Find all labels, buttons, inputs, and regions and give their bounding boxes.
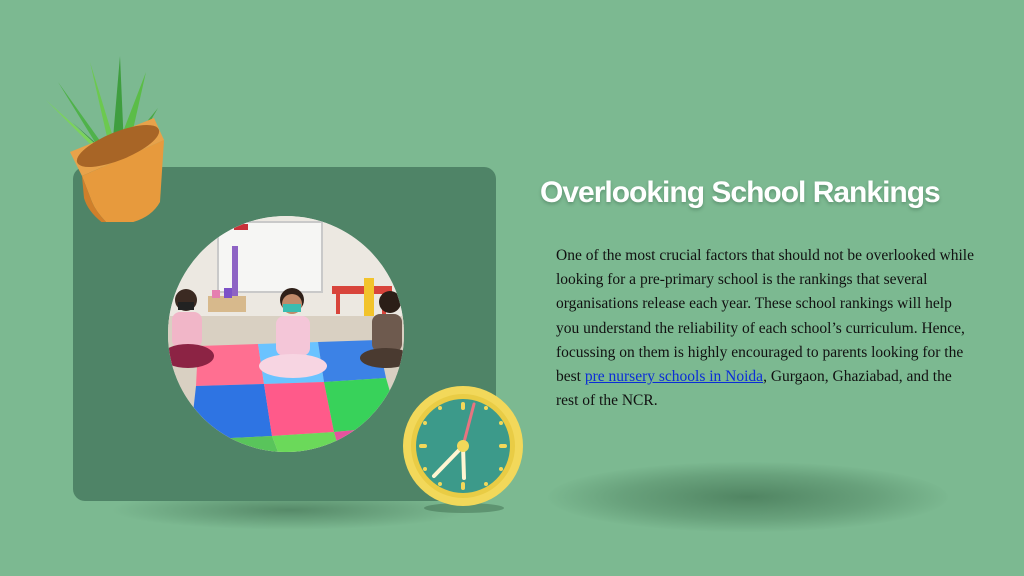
decorative-shadow — [548, 462, 948, 532]
potted-plant-icon — [38, 52, 178, 222]
classroom-photo-illustration — [168, 216, 404, 452]
slide-title: Overlooking School Rankings — [540, 176, 940, 209]
clock-icon — [398, 384, 528, 514]
pre-nursery-schools-link[interactable]: pre nursery schools in Noida — [584, 368, 764, 386]
paragraph-text-end: , Gurgaon, Ghaziabad, and the rest of the NCR. — [556, 368, 952, 410]
paragraph-text-start: One of the most crucial factors that should not be overlooked while looking for a pre-primary school is the rankings that several organisations release each year. These school rankings will help you understand the reliability of each school’s curriculum. Hence, focussing on them is highly encouraged to parents looking for the best — [556, 247, 974, 386]
slide-paragraph — [556, 244, 976, 413]
classroom-photo — [168, 216, 404, 452]
